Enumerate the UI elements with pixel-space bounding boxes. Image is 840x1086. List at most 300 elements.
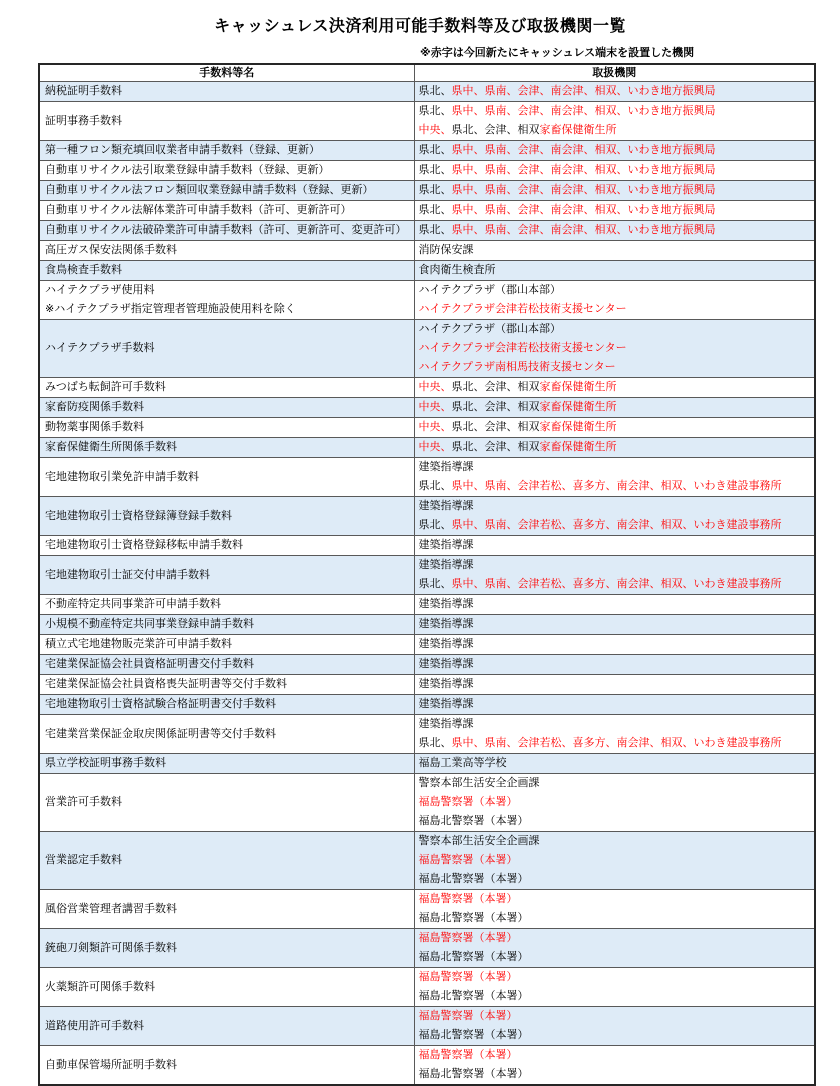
fee-name-line xyxy=(45,655,410,674)
fee-name-line xyxy=(45,201,410,220)
table-row xyxy=(39,655,815,675)
fee-name-line xyxy=(45,468,410,487)
org-line xyxy=(419,497,811,516)
text-segment: 県北、 xyxy=(418,85,452,97)
org-line xyxy=(419,774,811,793)
table-row xyxy=(39,832,815,890)
table-row xyxy=(39,1046,815,1086)
text-segment: 宅地建物取引士資格登録移転申請手数料 xyxy=(45,539,243,551)
fee-name-line xyxy=(45,281,410,300)
fee-name-line xyxy=(45,754,410,773)
text-segment: 県中、県南、会津、南会津、相双、いわき地方振興局 xyxy=(451,105,716,117)
text-segment: 福島警察署（本署） xyxy=(418,796,518,808)
org-line xyxy=(419,378,811,397)
text-segment: 家畜保健衛生所 xyxy=(539,124,617,136)
text-segment: 自動車リサイクル法破砕業許可申請手数料（許可、更新許可、変更許可） xyxy=(45,224,407,236)
org-cell xyxy=(414,890,815,929)
table-row xyxy=(39,102,815,141)
org-cell xyxy=(414,82,815,102)
page-title: キャッシュレス決済利用可能手数料等及び取扱機関一覧 xyxy=(214,18,626,35)
text-segment: 福島北警察署（本署） xyxy=(418,912,529,924)
org-cell xyxy=(414,556,815,595)
fee-name-cell xyxy=(39,754,414,774)
text-segment: 風俗営業管理者講習手数料 xyxy=(45,902,177,915)
fee-name-cell xyxy=(39,398,414,418)
text-segment: 家畜保健衛生所 xyxy=(539,401,617,413)
org-line xyxy=(419,438,811,457)
fee-name-cell xyxy=(39,615,414,635)
text-segment: 県北、会津、相双 xyxy=(451,421,540,433)
text-segment: 営業認定手数料 xyxy=(45,854,122,866)
org-cell xyxy=(414,221,815,241)
org-line xyxy=(419,300,811,319)
org-cell xyxy=(414,261,815,281)
fee-name-line xyxy=(45,695,410,714)
org-line xyxy=(419,339,811,358)
table-body xyxy=(39,82,815,1086)
table-row xyxy=(39,1007,815,1046)
fee-name-line xyxy=(45,1056,410,1075)
table-row xyxy=(39,536,815,556)
fee-name-line xyxy=(45,161,410,180)
org-cell xyxy=(414,774,815,832)
fee-name-line xyxy=(45,339,410,358)
text-segment: 県北、 xyxy=(418,737,452,749)
org-cell xyxy=(414,141,815,161)
org-line xyxy=(419,635,811,654)
table-row xyxy=(39,241,815,261)
fee-name-cell xyxy=(39,497,414,536)
org-line xyxy=(419,968,811,987)
org-line xyxy=(419,516,811,535)
org-line xyxy=(419,536,811,555)
text-segment: 県北、 xyxy=(418,519,452,531)
text-segment: 県中、県南、会津、南会津、相双、いわき地方振興局 xyxy=(451,85,716,97)
text-segment: 家畜防疫関係手数料 xyxy=(45,401,144,413)
text-segment: 警察本部生活安全企画課 xyxy=(418,835,540,847)
org-line xyxy=(419,695,811,714)
text-segment: 県中、県南、会津若松、喜多方、南会津、相双、いわき建設事務所 xyxy=(451,578,782,590)
fee-name-cell xyxy=(39,320,414,378)
fee-name-cell xyxy=(39,241,414,261)
table-row xyxy=(39,929,815,968)
text-segment: 県中、県南、会津若松、喜多方、南会津、相双、いわき建設事務所 xyxy=(451,519,782,531)
text-segment: 福島警察署（本署） xyxy=(418,971,518,983)
org-line xyxy=(419,832,811,851)
table-row xyxy=(39,968,815,1007)
text-segment: 福島警察署（本署） xyxy=(418,932,518,944)
fee-name-cell xyxy=(39,832,414,890)
org-line xyxy=(419,398,811,417)
text-segment: 建築指導課 xyxy=(418,500,474,512)
text-segment: 県中、県南、会津若松、喜多方、南会津、相双、いわき建設事務所 xyxy=(451,480,782,492)
fee-name-line xyxy=(45,675,410,694)
text-segment: 県北、 xyxy=(418,224,452,236)
fee-name-line xyxy=(45,595,410,614)
org-cell xyxy=(414,929,815,968)
fee-name-cell xyxy=(39,695,414,715)
text-segment: 自動車リサイクル法解体業許可申請手数料（許可、更新許可） xyxy=(45,204,352,216)
table-row xyxy=(39,635,815,655)
fee-name-line xyxy=(45,141,410,160)
org-line xyxy=(419,890,811,909)
fee-name-line xyxy=(45,507,410,526)
text-segment: 建築指導課 xyxy=(418,539,474,551)
table-row xyxy=(39,715,815,754)
fee-name-cell xyxy=(39,181,414,201)
text-segment: 建築指導課 xyxy=(418,598,474,610)
text-segment: 中央、 xyxy=(418,381,452,393)
org-cell xyxy=(414,458,815,497)
table-header xyxy=(39,64,815,82)
fee-name-cell xyxy=(39,675,414,695)
org-line xyxy=(419,987,811,1006)
org-line xyxy=(419,851,811,870)
fee-name-cell xyxy=(39,141,414,161)
org-cell xyxy=(414,201,815,221)
fee-name-cell xyxy=(39,774,414,832)
text-segment: 県北、会津、相双 xyxy=(451,441,540,453)
fee-name-line xyxy=(45,418,410,437)
org-line xyxy=(419,595,811,614)
fee-name-line xyxy=(45,615,410,634)
fee-name-cell xyxy=(39,890,414,929)
org-line xyxy=(419,161,811,180)
text-segment: 宅地建物取引業免許申請手数料 xyxy=(45,470,199,483)
text-segment: 建築指導課 xyxy=(418,461,474,473)
table-row xyxy=(39,261,815,281)
table-row xyxy=(39,890,815,929)
text-segment: 県北、 xyxy=(418,204,452,216)
org-line xyxy=(419,675,811,694)
org-line xyxy=(419,82,811,101)
table-row xyxy=(39,418,815,438)
text-segment: 県中、県南、会津、南会津、相双、いわき地方振興局 xyxy=(451,184,716,196)
org-line xyxy=(419,261,811,280)
text-segment: 道路使用許可手数料 xyxy=(45,1019,144,1032)
text-segment: 県北、会津、相双 xyxy=(451,401,540,413)
fee-name-line xyxy=(45,978,410,997)
text-segment: ハイテクプラザ会津若松技術支援センター xyxy=(418,342,627,354)
text-segment: 家畜保健衛生所 xyxy=(539,441,617,453)
fee-name-line xyxy=(45,939,410,958)
fee-name-line xyxy=(45,1017,410,1036)
text-segment: ※ハイテクプラザ指定管理者管理施設使用料を除く xyxy=(45,303,296,315)
table-row xyxy=(39,497,815,536)
fee-name-cell xyxy=(39,1007,414,1046)
fee-name-line xyxy=(45,438,410,457)
table-row xyxy=(39,201,815,221)
text-segment: 第一種フロン類充填回収業者申請手数料（登録、更新） xyxy=(45,144,320,156)
org-cell xyxy=(414,1046,815,1086)
text-segment: 建築指導課 xyxy=(418,678,474,690)
text-segment: 食肉衛生検査所 xyxy=(418,264,496,276)
fee-name-cell xyxy=(39,438,414,458)
text-segment: 営業許可手数料 xyxy=(45,796,122,808)
text-segment: 家畜保健衛生所 xyxy=(539,421,617,433)
fee-name-line xyxy=(45,112,410,131)
text-segment: 福島警察署（本署） xyxy=(418,854,518,866)
text-segment: 県北、 xyxy=(418,144,452,156)
text-segment: 宅建業営業保証金取戻関係証明書等交付手数料 xyxy=(45,727,276,740)
org-cell xyxy=(414,695,815,715)
text-segment: 建築指導課 xyxy=(418,698,474,710)
text-segment: 自動車リサイクル法引取業登録申請手数料（登録、更新） xyxy=(45,164,330,176)
fee-name-line xyxy=(45,378,410,397)
org-line xyxy=(419,121,811,140)
text-segment: 証明事務手数料 xyxy=(45,114,122,127)
text-segment: 建築指導課 xyxy=(418,638,474,650)
org-line xyxy=(419,556,811,575)
org-line xyxy=(419,1007,811,1026)
org-line xyxy=(419,929,811,948)
fee-name-cell xyxy=(39,536,414,556)
fee-name-line xyxy=(45,181,410,200)
org-line xyxy=(419,201,811,220)
text-segment: ハイテクプラザ南相馬技術支援センター xyxy=(418,361,616,373)
text-segment: 福島北警察署（本署） xyxy=(418,1029,529,1041)
fee-name-cell xyxy=(39,82,414,102)
text-segment: 自動車保管場所証明手数料 xyxy=(45,1058,177,1071)
org-cell xyxy=(414,615,815,635)
org-line xyxy=(419,241,811,260)
table-row xyxy=(39,774,815,832)
text-segment: 中央、 xyxy=(418,401,452,413)
text-segment: 動物薬事関係手数料 xyxy=(45,421,144,433)
text-segment: 自動車リサイクル法フロン類回収業登録申請手数料（登録、更新） xyxy=(45,184,374,196)
table-row xyxy=(39,458,815,497)
text-segment: 納税証明手数料 xyxy=(45,85,122,97)
org-line xyxy=(419,358,811,377)
text-segment: 銃砲刀剣類許可関係手数料 xyxy=(45,941,177,954)
fee-name-cell xyxy=(39,458,414,497)
text-segment: 福島警察署（本署） xyxy=(418,1049,518,1061)
text-segment: 県中、県南、会津若松、喜多方、南会津、相双、いわき建設事務所 xyxy=(451,737,782,749)
text-segment: ハイテクプラザ会津若松技術支援センター xyxy=(418,303,627,315)
table-row xyxy=(39,398,815,418)
text-segment: 福島北警察署（本署） xyxy=(418,990,529,1002)
text-segment: 県中、県南、会津、南会津、相双、いわき地方振興局 xyxy=(451,224,716,236)
text-segment: 県中、県南、会津、南会津、相双、いわき地方振興局 xyxy=(451,164,716,176)
org-line xyxy=(419,418,811,437)
text-segment: 県北、 xyxy=(418,480,452,492)
org-cell xyxy=(414,241,815,261)
fee-name-cell xyxy=(39,635,414,655)
text-segment: ハイテクプラザ（郡山本部） xyxy=(418,323,562,335)
org-cell xyxy=(414,497,815,536)
text-segment: 建築指導課 xyxy=(418,658,474,670)
text-segment: 建築指導課 xyxy=(418,718,474,730)
fee-name-line xyxy=(45,793,410,812)
header-row xyxy=(39,64,815,82)
org-line xyxy=(419,734,811,753)
org-cell xyxy=(414,438,815,458)
fee-name-cell xyxy=(39,261,414,281)
org-line xyxy=(419,320,811,339)
text-segment: 県北、 xyxy=(418,164,452,176)
text-segment: 福島警察署（本署） xyxy=(418,1010,518,1022)
org-cell xyxy=(414,398,815,418)
fee-name-line xyxy=(45,241,410,260)
fee-name-cell xyxy=(39,929,414,968)
text-segment: 宅地建物取引士資格登録簿登録手数料 xyxy=(45,509,232,522)
org-line xyxy=(419,948,811,967)
text-segment: 火薬類許可関係手数料 xyxy=(45,980,155,993)
fee-name-cell xyxy=(39,418,414,438)
text-segment: 県北、会津、相双 xyxy=(451,124,540,136)
fee-name-line xyxy=(45,300,410,319)
org-line xyxy=(419,793,811,812)
org-cell xyxy=(414,161,815,181)
org-cell xyxy=(414,418,815,438)
text-segment: 家畜保健衛生所 xyxy=(539,381,617,393)
text-segment: 県北、会津、相双 xyxy=(451,381,540,393)
org-cell xyxy=(414,102,815,141)
org-line xyxy=(419,655,811,674)
text-segment: 高圧ガス保安法関係手数料 xyxy=(45,244,177,256)
org-line xyxy=(419,715,811,734)
org-line xyxy=(419,909,811,928)
org-cell xyxy=(414,832,815,890)
table-row xyxy=(39,281,815,320)
text-segment: 小規模不動産特定共同事業登録申請手数料 xyxy=(45,618,254,630)
fee-name-cell xyxy=(39,201,414,221)
table-row xyxy=(39,615,815,635)
text-segment: 建築指導課 xyxy=(418,559,474,571)
fee-name-line xyxy=(45,900,410,919)
org-line xyxy=(419,1065,811,1084)
red-text-note: ※赤字は今回新たにキャッシュレス端末を設置した機関 xyxy=(420,47,695,59)
text-segment: 県北、 xyxy=(418,578,452,590)
fee-name-line xyxy=(45,261,410,280)
table-row xyxy=(39,595,815,615)
fee-name-cell xyxy=(39,281,414,320)
fee-name-cell xyxy=(39,715,414,754)
text-segment: 宅建業保証協会社員資格証明書交付手数料 xyxy=(45,658,254,670)
org-line xyxy=(419,477,811,496)
table-row xyxy=(39,320,815,378)
text-segment: ハイテクプラザ（郡山本部） xyxy=(418,284,562,296)
org-line xyxy=(419,221,811,240)
fee-name-cell xyxy=(39,1046,414,1086)
text-segment: 県北、 xyxy=(418,184,452,196)
fee-name-cell xyxy=(39,595,414,615)
text-segment: みつばち転飼許可手数料 xyxy=(45,381,166,393)
text-segment: 建築指導課 xyxy=(418,618,474,630)
text-segment: 宅建業保証協会社員資格喪失証明書等交付手数料 xyxy=(45,678,287,690)
fee-name-cell xyxy=(39,378,414,398)
table-row xyxy=(39,161,815,181)
text-segment: ハイテクプラザ使用料 xyxy=(45,284,155,296)
org-cell xyxy=(414,655,815,675)
text-segment: 中央、 xyxy=(418,421,452,433)
org-line xyxy=(419,575,811,594)
org-cell xyxy=(414,675,815,695)
text-segment: 県中、県南、会津、南会津、相双、いわき地方振興局 xyxy=(451,204,716,216)
org-cell xyxy=(414,1007,815,1046)
org-cell xyxy=(414,320,815,378)
table-row xyxy=(39,556,815,595)
text-segment: 宅地建物取引士証交付申請手数料 xyxy=(45,568,210,581)
header-fee-name: 手数料等名 xyxy=(39,64,414,82)
table-row xyxy=(39,141,815,161)
fee-name-line xyxy=(45,635,410,654)
text-segment: 県立学校証明事務手数料 xyxy=(45,757,166,769)
org-cell xyxy=(414,754,815,774)
text-segment: 福島工業高等学校 xyxy=(418,757,507,769)
text-segment: 家畜保健衛生所関係手数料 xyxy=(45,441,177,453)
table-row xyxy=(39,438,815,458)
org-cell xyxy=(414,968,815,1007)
org-line xyxy=(419,1026,811,1045)
fee-name-line xyxy=(45,725,410,744)
text-segment: 県中、県南、会津、南会津、相双、いわき地方振興局 xyxy=(451,144,716,156)
text-segment: 県北、 xyxy=(418,105,452,117)
org-cell xyxy=(414,595,815,615)
header-org: 取扱機関 xyxy=(414,64,815,82)
org-cell xyxy=(414,715,815,754)
text-segment: 福島北警察署（本署） xyxy=(418,951,529,963)
org-cell xyxy=(414,378,815,398)
text-segment: ハイテクプラザ手数料 xyxy=(45,342,155,354)
table-row xyxy=(39,675,815,695)
text-segment: 不動産特定共同事業許可申請手数料 xyxy=(45,598,221,610)
fee-name-cell xyxy=(39,221,414,241)
org-line xyxy=(419,181,811,200)
fee-name-line xyxy=(45,536,410,555)
text-segment: 中央、 xyxy=(418,124,452,136)
fee-name-line xyxy=(45,851,410,870)
org-line xyxy=(419,1046,811,1065)
org-line xyxy=(419,870,811,889)
org-cell xyxy=(414,635,815,655)
org-line xyxy=(419,754,811,773)
text-segment: 中央、 xyxy=(418,441,452,453)
org-line xyxy=(419,812,811,831)
fees-table xyxy=(38,63,816,1086)
org-line xyxy=(419,615,811,634)
fee-name-line xyxy=(45,398,410,417)
org-line xyxy=(419,458,811,477)
table-row xyxy=(39,82,815,102)
org-cell xyxy=(414,181,815,201)
table-row xyxy=(39,378,815,398)
text-segment: 福島北警察署（本署） xyxy=(418,815,529,827)
org-cell xyxy=(414,281,815,320)
table-row xyxy=(39,221,815,241)
text-segment: 消防保安課 xyxy=(418,244,474,256)
fee-name-cell xyxy=(39,968,414,1007)
text-segment: 食鳥検査手数料 xyxy=(45,264,122,276)
fee-name-line xyxy=(45,221,410,240)
fee-name-cell xyxy=(39,556,414,595)
org-cell xyxy=(414,536,815,556)
text-segment: 福島北警察署（本署） xyxy=(418,1068,529,1080)
fee-name-cell xyxy=(39,655,414,675)
fee-name-line xyxy=(45,566,410,585)
text-segment: 宅地建物取引士資格試験合格証明書交付手数料 xyxy=(45,698,276,710)
table-row xyxy=(39,754,815,774)
text-segment: 福島警察署（本署） xyxy=(418,893,518,905)
text-segment: 警察本部生活安全企画課 xyxy=(418,777,540,789)
fee-name-cell xyxy=(39,161,414,181)
org-line xyxy=(419,102,811,121)
org-line xyxy=(419,281,811,300)
fee-name-cell xyxy=(39,102,414,141)
text-segment: 積立式宅地建物販売業許可申請手数料 xyxy=(45,638,232,650)
table-row xyxy=(39,695,815,715)
org-line xyxy=(419,141,811,160)
